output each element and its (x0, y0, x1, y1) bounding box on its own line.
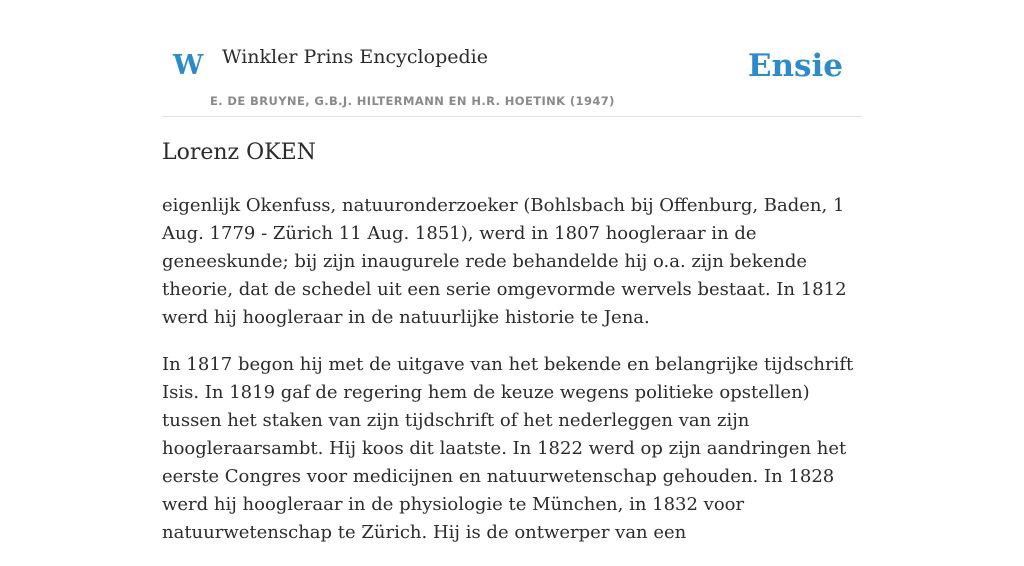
article-paragraph: eigenlijk Okenfuss, natuuronderzoeker (Bohlsbach bij Offenburg, Baden, 1 Aug. 1779 - Zürich 11 Aug. 1851), werd in 1807 hoogleraar in de geneeskunde; bij zijn inaugurele rede behandelde hij o.a. zijn bekende theorie, dat de schedel uit een serie omgevormde wervels bestaat. In 1812 werd hij hoogleraar in de natuurlijke historie te Jena. (162, 195, 847, 328)
publication-logo[interactable]: W (173, 50, 204, 81)
publication-title[interactable]: Winkler Prins Encyclopedie (222, 46, 488, 68)
article-title: Lorenz OKEN (162, 140, 316, 165)
site-header (162, 0, 862, 117)
article-body (162, 192, 862, 566)
publication-authors: E. DE BRUYNE, G.B.J. HILTERMANN EN H.R. HOETINK (1947) (210, 94, 615, 108)
article-paragraph: In 1817 begon hij met de uitgave van het bekende en belangrijke tijdschrift Isis. In 1819 gaf de regering hem de keuze wegens politieke opstellen) tussen het staken van zijn tijdschrift of het nederleggen van zijn hoogleraarsambt. Hij koos dit laatste. In 1822 werd op zijn aandringen het eerste Congres voor medicijnen en natuurwetenschap gehouden. In 1828 werd hij hoogleraar in de physiologie te München, in 1832 voor natuurwetenschap te Zürich. Hij is de ontwerper van een (162, 354, 854, 543)
ensie-logo[interactable]: Ensie (747, 48, 843, 84)
